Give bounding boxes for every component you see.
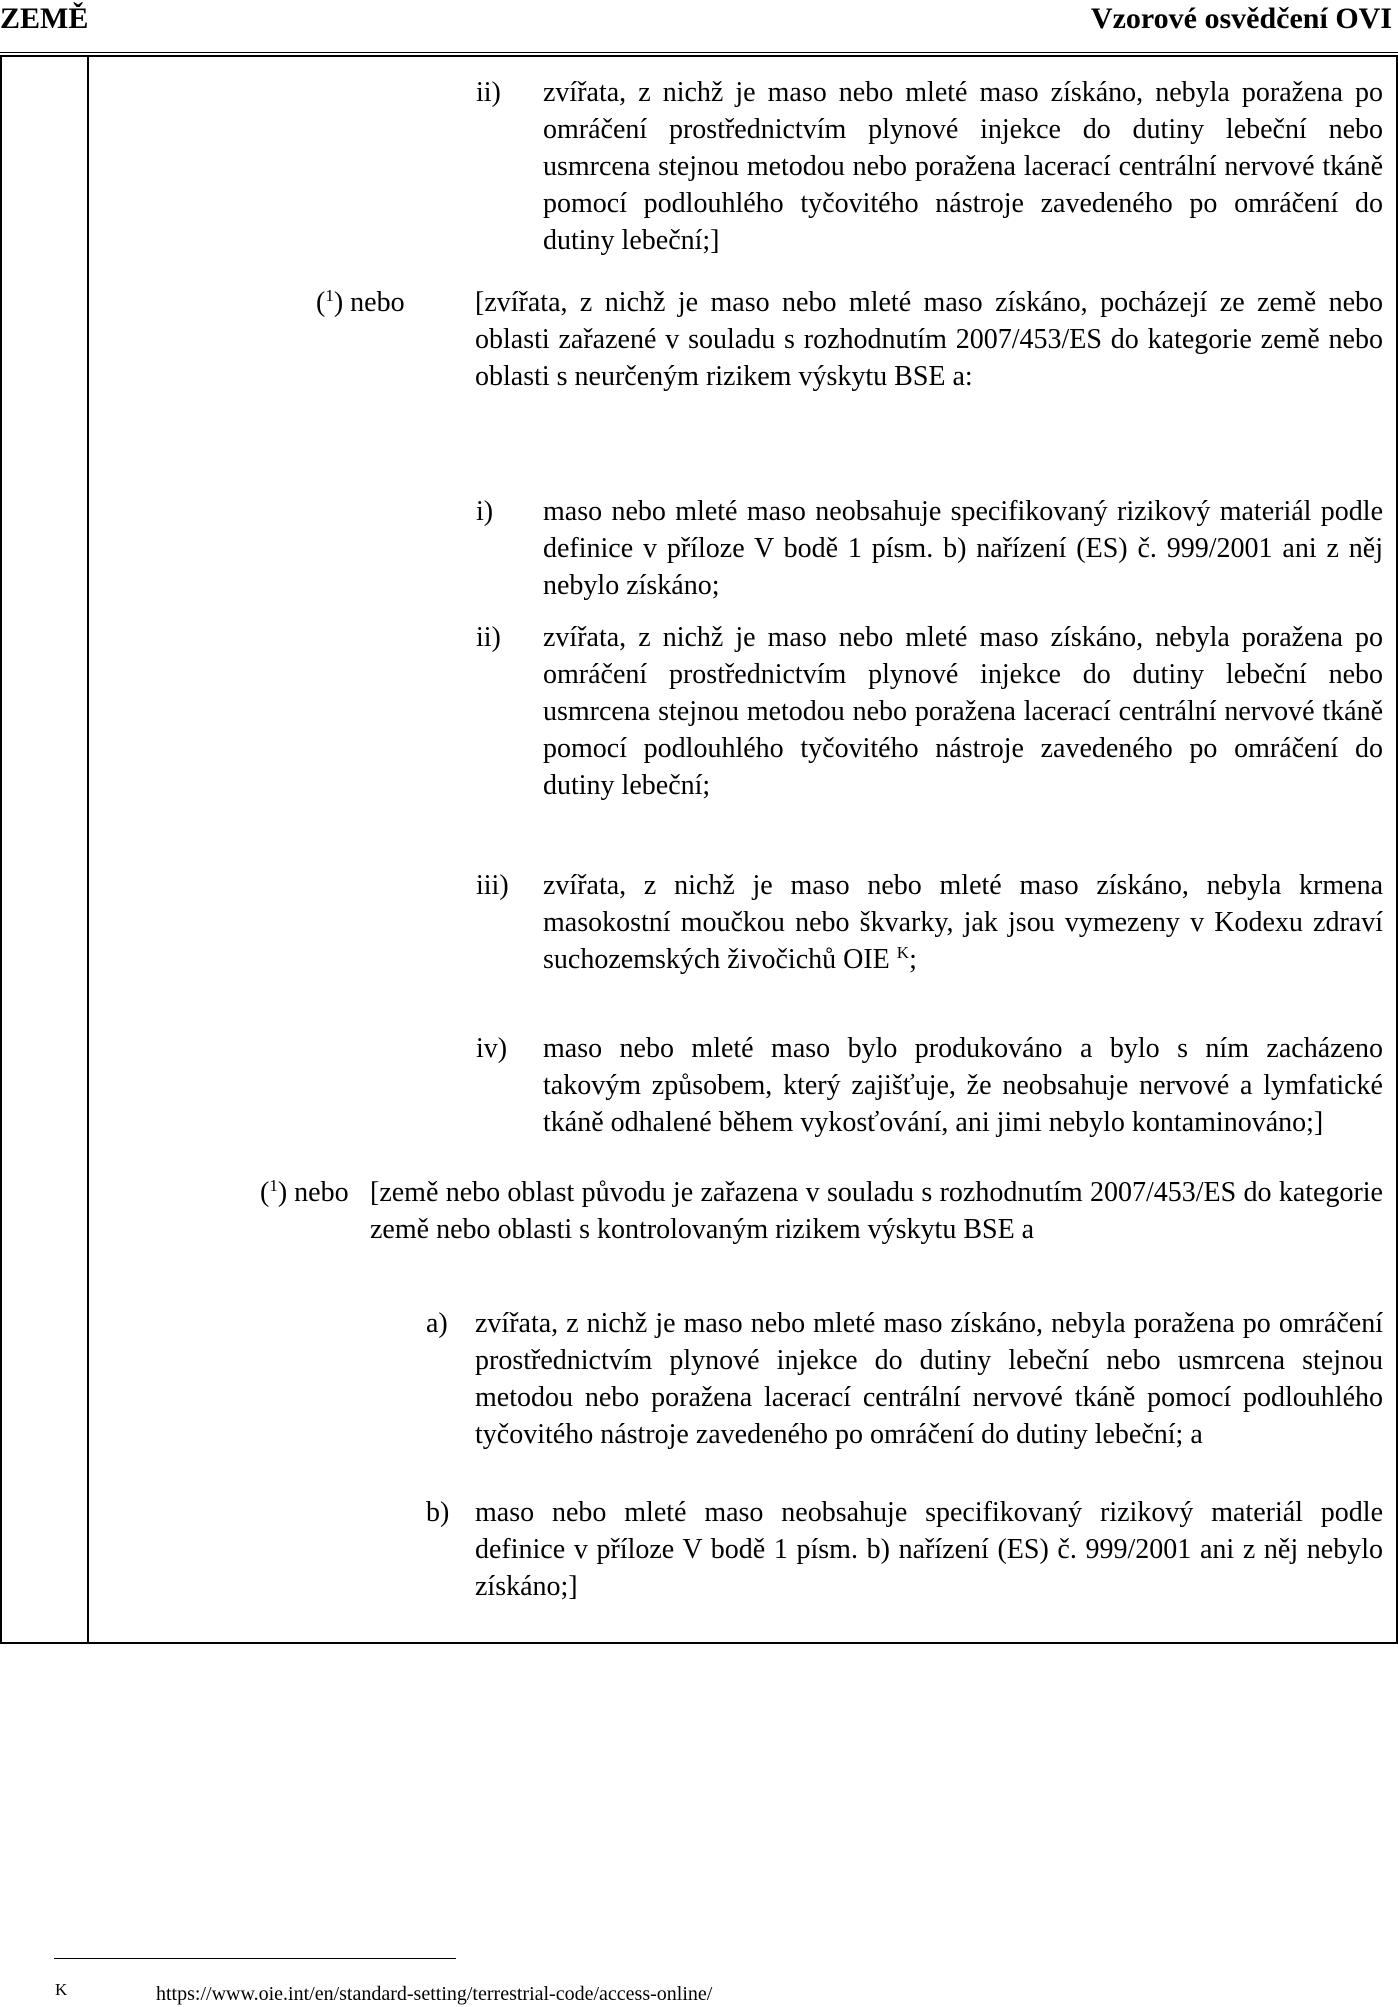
option1-item-iii-label: iii)	[476, 870, 509, 901]
option1-text: [zvířata, z nichž je maso nebo mleté maso získáno, pocházejí ze země nebo oblasti zařazené v souladu s rozhodnutím 2007/453/ES do kategorie země nebo oblasti s neurčeným rizikem výskytu BSE a:	[475, 287, 1383, 392]
option1-item-ii-text: zvířata, z nichž je maso nebo mleté maso získáno, nebyla poražena po omráčení prostřednictvím plynové injekce do dutiny lebeční nebo usmrcena stejnou metodou nebo poražena lacerací centrální nervové tkáně pomocí podlouhlého tyčovitého nástroje zavedeného po omráčení do dutiny lebeční;	[543, 622, 1383, 801]
top-item-text: zvířata, z nichž je maso nebo mleté maso získáno, nebyla poražena po omráčení prostřednictvím plynové injekce do dutiny lebeční nebo usmrcena stejnou metodou nebo poražena lacerací centrální nervové tkáně pomocí podlouhlého tyčovitého nástroje zavedeného po omráčení do dutiny lebeční;]	[543, 77, 1383, 256]
option1-item-iii-text: zvířata, z nichž je maso nebo mleté maso získáno, nebyla krmena masokostní moučkou nebo škvarky, jak jsou vymezeny v Kodexu zdraví suchozemských živočichů OIE $^K$;	[543, 870, 1383, 975]
left-column-rule	[87, 57, 89, 1642]
option1-item-iv-label: iv)	[476, 1033, 508, 1064]
option1-item-ii-label: ii)	[476, 622, 501, 653]
option2-text: [země nebo oblast původu je zařazena v souladu s rozhodnutím 2007/453/ES do kategorie země nebo oblasti s kontrolovaným rizikem výskytu BSE a	[370, 1177, 1383, 1245]
option2-marker: ($^1$) nebo	[260, 1175, 349, 1208]
option1-marker: ($^1$) nebo	[316, 285, 405, 318]
option1-item-i-label: i)	[476, 496, 494, 527]
option1-item-iv-text: maso nebo mleté maso bylo produkováno a bylo s ním zacházeno takovým způsobem, který zajišťuje, že neobsahuje nervové a lymfatické tkáně odhalené během vykosťování, ani jimi nebylo kontaminováno;]	[543, 1033, 1383, 1138]
option1-item-i-text: maso nebo mleté maso neobsahuje specifikovaný rizikový materiál podle definice v příloze V bodě 1 písm. b) nařízení (ES) č. 999/2001 ani z něj nebylo získáno;	[543, 496, 1383, 601]
option2-item-b-label: b)	[426, 1497, 450, 1528]
footnote-ref-1: 1	[269, 1175, 278, 1195]
header-certificate-title: Vzorové osvědčení OVI	[1090, 2, 1392, 35]
option2-item-b-text: maso nebo mleté maso neobsahuje specifikovaný rizikový materiál podle definice v příloze V bodě 1 písm. b) nařízení (ES) č. 999/2001 ani z něj nebylo získáno;]	[475, 1497, 1383, 1602]
footnote-rule	[54, 1958, 456, 1959]
footnote-mark: K	[55, 1980, 68, 1999]
option2-item-a-text: zvířata, z nichž je maso nebo mleté maso získáno, nebyla poražena po omráčení prostřednictvím plynové injekce do dutiny lebeční nebo usmrcena stejnou metodou nebo poražena lacerací centrální nervové tkáně pomocí podlouhlého tyčovitého nástroje zavedeného po omráčení do dutiny lebeční; a	[475, 1308, 1383, 1450]
header-rule	[0, 52, 1398, 53]
top-item-label: ii)	[476, 77, 501, 108]
option2-item-a-label: a)	[426, 1308, 448, 1339]
footnote-ref-k: K	[896, 942, 910, 962]
footnote-ref-1: 1	[325, 285, 334, 305]
header-country: ZEMĚ	[0, 2, 89, 35]
certificate-box	[0, 55, 1398, 1644]
footnote-link[interactable]: https://www.oie.int/en/standard-setting/terrestrial-code/access-online/	[156, 1983, 713, 2005]
